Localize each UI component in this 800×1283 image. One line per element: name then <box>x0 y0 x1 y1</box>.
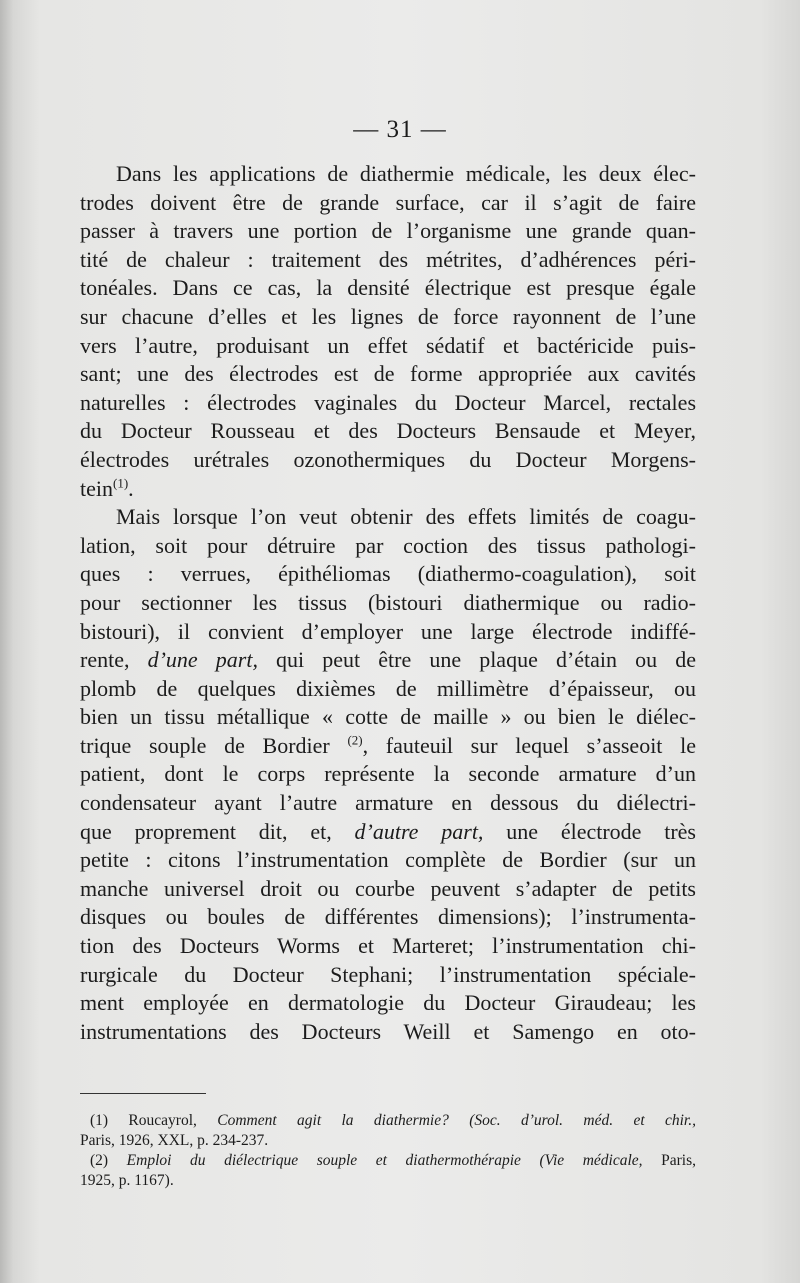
body-line: trique souple de Bordier $^{(2)}$, fauteuil sur lequel s’asseoit le <box>80 732 696 758</box>
body-line: bien un tissu métallique « cotte de maille » ou bien le diélec- <box>80 704 696 730</box>
footnote-rule <box>80 1093 206 1094</box>
body-line: Dans les applications de diathermie médicale, les deux élec- <box>116 161 696 186</box>
body-line: que proprement dit, et, d’autre part, une électrode très <box>80 818 696 844</box>
body-line: tein$^{(1)}$. <box>80 475 134 501</box>
body-line: sant; une des électrodes est de forme appropriée aux cavités <box>80 361 696 387</box>
body-line: bistouri), il convient d’employer une large électrode indiffé- <box>80 618 696 644</box>
body-line: instrumentations des Docteurs Weill et Samengo en oto- <box>80 1018 696 1044</box>
body-line: lation, soit pour détruire par coction des tissus pathologi- <box>80 532 696 558</box>
italic-text: Emploi du diélectrique souple et diathermothérapie (Vie médicale, <box>126 1152 643 1169</box>
body-line: Mais lorsque l’on veut obtenir des effets limités de coagu- <box>116 504 696 530</box>
body-line: ques : verrues, épithéliomas (diathermo-coagulation), soit <box>80 561 696 587</box>
body-line: petite : citons l’instrumentation complète de Bordier (sur un <box>80 847 696 873</box>
body-line: disques ou boules de différentes dimensions); l’instrumenta- <box>80 904 696 930</box>
body-line: trodes doivent être de grande surface, car il s’agit de faire <box>80 189 696 215</box>
body-line: pour sectionner les tissus (bistouri diathermique ou radio- <box>80 589 696 615</box>
italic-text: d’une part, <box>147 647 258 673</box>
body-line: tonéales. Dans ce cas, la densité électrique est presque égale <box>80 275 696 301</box>
footnote <box>80 1151 696 1191</box>
body-line: du Docteur Rousseau et des Docteurs Bensaude et Meyer, <box>80 418 696 444</box>
italic-text: d’autre part, <box>354 818 484 844</box>
footnote-line: (2) Emploi du diélectrique souple et diathermothérapie (Vie médicale, Paris, <box>90 1152 697 1169</box>
body-line: sur chacune d’elles et les lignes de force rayonnent de l’une <box>80 303 696 329</box>
body-line: rurgicale du Docteur Stephani; l’instrumentation spéciale- <box>80 961 696 987</box>
footnote-line: 1925, p. 1167). <box>80 1172 174 1189</box>
body-line: tité de chaleur : traitement des métrites, d’adhérences péri- <box>80 246 696 272</box>
italic-text: Comment agit la diathermie? (Soc. d’urol. méd. et chir., <box>217 1112 696 1129</box>
body-line: condensateur ayant l’autre armature en dessous du diélectri- <box>80 790 696 816</box>
body-line: rente, d’une part, qui peut être une plaque d’étain ou de <box>80 647 696 673</box>
body-line: patient, dont le corps représente la seconde armature d’un <box>80 761 696 787</box>
page-gutter-shadow <box>0 0 14 1283</box>
footnotes <box>80 1111 696 1191</box>
body-line: naturelles : électrodes vaginales du Docteur Marcel, rectales <box>80 389 696 415</box>
footnote <box>80 1111 696 1151</box>
body-line: tion des Docteurs Worms et Marteret; l’instrumentation chi- <box>80 933 696 959</box>
body-line: passer à travers une portion de l’organisme une grande quan- <box>80 218 696 244</box>
footnote-marker: (2) <box>347 732 363 748</box>
footnote-line: Paris, 1926, XXL, p. 234-237. <box>80 1132 269 1149</box>
page-number: — 31 — <box>353 116 447 143</box>
body-line: plomb de quelques dixièmes de millimètre d’épaisseur, ou <box>80 675 696 701</box>
body-line: vers l’autre, produisant un effet sédatif et bactéricide puis- <box>80 332 696 358</box>
body-line: électrodes urétrales ozonothermiques du Docteur Morgens- <box>80 446 696 472</box>
body-text <box>80 160 696 1046</box>
body-line: ment employée en dermatologie du Docteur Giraudeau; les <box>80 990 696 1016</box>
body-line: manche universel droit ou courbe peuvent s’adapter de petits <box>80 875 696 901</box>
footnote-marker: (1) <box>113 475 129 491</box>
footnote-line: (1) Roucayrol, Comment agit la diathermie? (Soc. d’urol. méd. et chir., <box>90 1112 696 1129</box>
